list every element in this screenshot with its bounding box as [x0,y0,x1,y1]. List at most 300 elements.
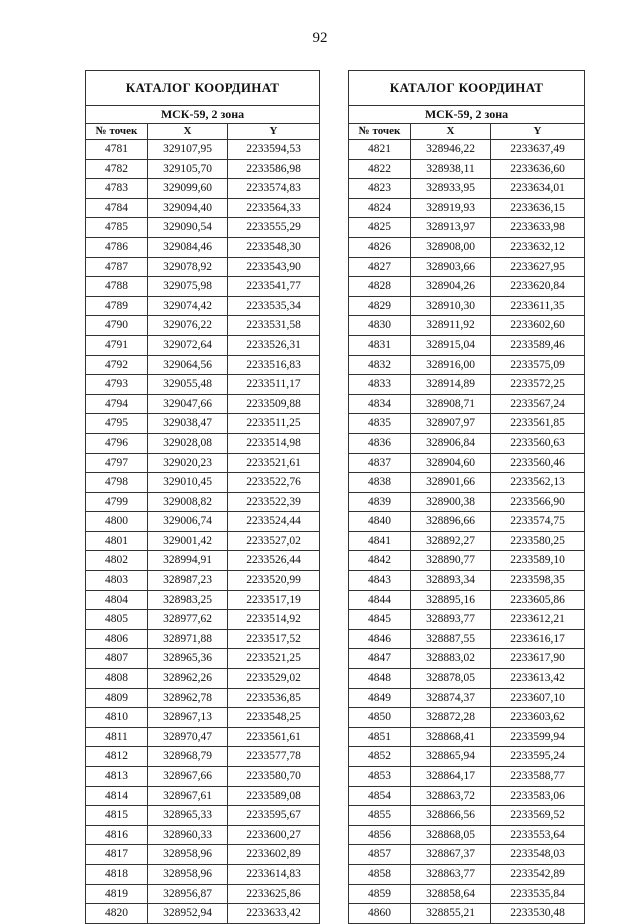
table-row [349,531,585,551]
x-coordinate-cell: 328919,93 [411,198,491,218]
x-coordinate-cell: 328872,28 [411,708,491,728]
catalog-title: КАТАЛОГ КООРДИНАТ [86,71,320,106]
y-coordinate-cell: 2233553,64 [491,825,585,845]
table-row [349,688,585,708]
table-row [86,571,320,591]
y-coordinate-cell: 2233514,92 [228,610,320,630]
point-number-cell: 4858 [349,864,411,884]
y-coordinate-cell: 2233511,17 [228,375,320,395]
point-number-cell: 4848 [349,669,411,689]
y-coordinate-cell: 2233586,98 [228,159,320,179]
y-coordinate-cell: 2233555,29 [228,218,320,238]
x-coordinate-cell: 329047,66 [148,394,228,414]
column-header-y: Y [491,124,585,140]
coordinate-catalog-left [85,70,320,924]
point-number-cell: 4839 [349,492,411,512]
point-number-cell: 4822 [349,159,411,179]
table-row [349,257,585,277]
x-coordinate-cell: 328994,91 [148,551,228,571]
table-row [86,394,320,414]
x-coordinate-cell: 328903,66 [411,257,491,277]
x-coordinate-cell: 329105,70 [148,159,228,179]
table-row [349,825,585,845]
x-coordinate-cell: 328868,41 [411,727,491,747]
point-number-cell: 4854 [349,786,411,806]
y-coordinate-cell: 2233535,34 [228,296,320,316]
point-number-cell: 4810 [86,708,148,728]
point-number-cell: 4781 [86,140,148,160]
x-coordinate-cell: 328904,60 [411,453,491,473]
x-coordinate-cell: 328858,64 [411,884,491,904]
x-coordinate-cell: 328908,71 [411,394,491,414]
coordinate-zone: МСК-59, 2 зона [349,106,585,124]
y-coordinate-cell: 2233614,83 [228,864,320,884]
x-coordinate-cell: 328910,30 [411,296,491,316]
table-row [349,433,585,453]
x-coordinate-cell: 329038,47 [148,414,228,434]
point-number-cell: 4838 [349,473,411,493]
y-coordinate-cell: 2233561,61 [228,727,320,747]
y-coordinate-cell: 2233575,09 [491,355,585,375]
table-row [86,669,320,689]
column-header-y: Y [228,124,320,140]
point-number-cell: 4845 [349,610,411,630]
table-row [86,845,320,865]
y-coordinate-cell: 2233522,39 [228,492,320,512]
x-coordinate-cell: 328867,37 [411,845,491,865]
y-coordinate-cell: 2233602,60 [491,316,585,336]
point-number-cell: 4789 [86,296,148,316]
y-coordinate-cell: 2233541,77 [228,277,320,297]
y-coordinate-cell: 2233577,78 [228,747,320,767]
point-number-cell: 4797 [86,453,148,473]
table-row [86,806,320,826]
x-coordinate-cell: 329094,40 [148,198,228,218]
table-row [86,767,320,787]
table-row [349,198,585,218]
x-coordinate-cell: 329028,08 [148,433,228,453]
point-number-cell: 4837 [349,453,411,473]
coordinate-catalog-right [348,70,585,924]
y-coordinate-cell: 2233574,75 [491,512,585,532]
x-coordinate-cell: 328970,47 [148,727,228,747]
x-coordinate-cell: 329099,60 [148,179,228,199]
point-number-cell: 4818 [86,864,148,884]
point-number-cell: 4827 [349,257,411,277]
point-number-cell: 4800 [86,512,148,532]
point-number-cell: 4784 [86,198,148,218]
table-row [86,237,320,257]
point-number-cell: 4791 [86,335,148,355]
point-number-cell: 4849 [349,688,411,708]
point-number-cell: 4844 [349,590,411,610]
table-row [86,531,320,551]
table-row [86,610,320,630]
table-row [86,140,320,160]
table-row [349,864,585,884]
point-number-cell: 4825 [349,218,411,238]
point-number-cell: 4853 [349,767,411,787]
y-coordinate-cell: 2233509,88 [228,394,320,414]
point-number-cell: 4809 [86,688,148,708]
table-row [86,512,320,532]
table-row [86,747,320,767]
x-coordinate-cell: 329020,23 [148,453,228,473]
y-coordinate-cell: 2233620,84 [491,277,585,297]
y-coordinate-cell: 2233560,63 [491,433,585,453]
y-coordinate-cell: 2233560,46 [491,453,585,473]
x-coordinate-cell: 329107,95 [148,140,228,160]
y-coordinate-cell: 2233561,85 [491,414,585,434]
x-coordinate-cell: 328893,77 [411,610,491,630]
table-row [86,688,320,708]
y-coordinate-cell: 2233636,15 [491,198,585,218]
y-coordinate-cell: 2233636,60 [491,159,585,179]
table-row [86,904,320,924]
x-coordinate-cell: 328971,88 [148,629,228,649]
y-coordinate-cell: 2233517,19 [228,590,320,610]
x-coordinate-cell: 328864,17 [411,767,491,787]
x-coordinate-cell: 328960,33 [148,825,228,845]
table-row [86,296,320,316]
table-row [86,159,320,179]
x-coordinate-cell: 328933,95 [411,179,491,199]
table-row [349,845,585,865]
table-row [349,669,585,689]
x-coordinate-cell: 328893,34 [411,571,491,591]
point-number-cell: 4834 [349,394,411,414]
table-row [349,335,585,355]
x-coordinate-cell: 328965,33 [148,806,228,826]
point-number-cell: 4787 [86,257,148,277]
table-row [349,492,585,512]
point-number-cell: 4795 [86,414,148,434]
x-coordinate-cell: 329008,82 [148,492,228,512]
table-row [349,904,585,924]
table-row [86,433,320,453]
table-row [349,786,585,806]
point-number-cell: 4816 [86,825,148,845]
y-coordinate-cell: 2233595,67 [228,806,320,826]
table-row [349,316,585,336]
table-row [349,708,585,728]
x-coordinate-cell: 328987,23 [148,571,228,591]
table-row [86,649,320,669]
table-row [349,649,585,669]
point-number-cell: 4851 [349,727,411,747]
table-row [349,237,585,257]
y-coordinate-cell: 2233603,62 [491,708,585,728]
point-number-cell: 4793 [86,375,148,395]
page-number: 92 [312,30,328,46]
y-coordinate-cell: 2233521,61 [228,453,320,473]
point-number-cell: 4829 [349,296,411,316]
x-coordinate-cell: 328895,16 [411,590,491,610]
point-number-cell: 4832 [349,355,411,375]
x-coordinate-cell: 329055,48 [148,375,228,395]
x-coordinate-cell: 328907,97 [411,414,491,434]
y-coordinate-cell: 2233602,89 [228,845,320,865]
point-number-cell: 4794 [86,394,148,414]
y-coordinate-cell: 2233569,52 [491,806,585,826]
y-coordinate-cell: 2233517,52 [228,629,320,649]
x-coordinate-cell: 329078,92 [148,257,228,277]
table-row [86,277,320,297]
y-coordinate-cell: 2233580,25 [491,531,585,551]
table-row [86,786,320,806]
y-coordinate-cell: 2233548,25 [228,708,320,728]
point-number-cell: 4826 [349,237,411,257]
x-coordinate-cell: 328946,22 [411,140,491,160]
y-coordinate-cell: 2233616,17 [491,629,585,649]
table-row [349,806,585,826]
x-coordinate-cell: 328863,77 [411,864,491,884]
x-coordinate-cell: 328958,96 [148,864,228,884]
point-number-cell: 4782 [86,159,148,179]
x-coordinate-cell: 328863,72 [411,786,491,806]
point-number-cell: 4828 [349,277,411,297]
y-coordinate-cell: 2233572,25 [491,375,585,395]
table-row [86,551,320,571]
point-number-cell: 4846 [349,629,411,649]
y-coordinate-cell: 2233567,24 [491,394,585,414]
table-row [349,453,585,473]
point-number-cell: 4803 [86,571,148,591]
x-coordinate-cell: 329084,46 [148,237,228,257]
table-row [86,492,320,512]
table-row [86,414,320,434]
table-row [86,218,320,238]
y-coordinate-cell: 2233543,90 [228,257,320,277]
y-coordinate-cell: 2233531,58 [228,316,320,336]
point-number-cell: 4805 [86,610,148,630]
point-number-cell: 4819 [86,884,148,904]
table-row [349,590,585,610]
point-number-cell: 4815 [86,806,148,826]
y-coordinate-cell: 2233527,02 [228,531,320,551]
table-row [86,453,320,473]
x-coordinate-cell: 328956,87 [148,884,228,904]
point-number-cell: 4817 [86,845,148,865]
x-coordinate-cell: 329010,45 [148,473,228,493]
x-coordinate-cell: 328890,77 [411,551,491,571]
y-coordinate-cell: 2233634,01 [491,179,585,199]
table-row [86,198,320,218]
y-coordinate-cell: 2233529,02 [228,669,320,689]
x-coordinate-cell: 328967,61 [148,786,228,806]
y-coordinate-cell: 2233611,35 [491,296,585,316]
point-number-cell: 4852 [349,747,411,767]
table-row [349,140,585,160]
table-row [86,335,320,355]
point-number-cell: 4842 [349,551,411,571]
x-coordinate-cell: 328914,89 [411,375,491,395]
x-coordinate-cell: 328967,13 [148,708,228,728]
point-number-cell: 4841 [349,531,411,551]
y-coordinate-cell: 2233526,44 [228,551,320,571]
x-coordinate-cell: 328952,94 [148,904,228,924]
y-coordinate-cell: 2233511,25 [228,414,320,434]
point-number-cell: 4804 [86,590,148,610]
point-number-cell: 4788 [86,277,148,297]
y-coordinate-cell: 2233589,46 [491,335,585,355]
table-row [86,864,320,884]
x-coordinate-cell: 328865,94 [411,747,491,767]
y-coordinate-cell: 2233562,13 [491,473,585,493]
point-number-cell: 4783 [86,179,148,199]
y-coordinate-cell: 2233516,83 [228,355,320,375]
point-number-cell: 4785 [86,218,148,238]
catalog-title: КАТАЛОГ КООРДИНАТ [349,71,585,106]
point-number-cell: 4855 [349,806,411,826]
point-number-cell: 4813 [86,767,148,787]
point-number-cell: 4790 [86,316,148,336]
point-number-cell: 4820 [86,904,148,924]
point-number-cell: 4808 [86,669,148,689]
table-row [86,375,320,395]
x-coordinate-cell: 329076,22 [148,316,228,336]
x-coordinate-cell: 328868,05 [411,825,491,845]
table-row [349,551,585,571]
point-number-cell: 4792 [86,355,148,375]
y-coordinate-cell: 2233625,86 [228,884,320,904]
y-coordinate-cell: 2233530,48 [491,904,585,924]
y-coordinate-cell: 2233594,53 [228,140,320,160]
y-coordinate-cell: 2233583,06 [491,786,585,806]
x-coordinate-cell: 328904,26 [411,277,491,297]
x-coordinate-cell: 329075,98 [148,277,228,297]
y-coordinate-cell: 2233589,10 [491,551,585,571]
x-coordinate-cell: 328911,92 [411,316,491,336]
table-row [349,767,585,787]
x-coordinate-cell: 328896,66 [411,512,491,532]
y-coordinate-cell: 2233617,90 [491,649,585,669]
column-header-point: № точек [349,124,411,140]
y-coordinate-cell: 2233526,31 [228,335,320,355]
x-coordinate-cell: 328915,04 [411,335,491,355]
y-coordinate-cell: 2233535,84 [491,884,585,904]
point-number-cell: 4801 [86,531,148,551]
x-coordinate-cell: 328855,21 [411,904,491,924]
x-coordinate-cell: 328965,36 [148,649,228,669]
x-coordinate-cell: 328908,00 [411,237,491,257]
point-number-cell: 4856 [349,825,411,845]
table-row [349,375,585,395]
y-coordinate-cell: 2233598,35 [491,571,585,591]
x-coordinate-cell: 329074,42 [148,296,228,316]
x-coordinate-cell: 329090,54 [148,218,228,238]
x-coordinate-cell: 328878,05 [411,669,491,689]
point-number-cell: 4798 [86,473,148,493]
table-row [86,727,320,747]
table-row [349,629,585,649]
table-row [349,218,585,238]
table-row [349,414,585,434]
point-number-cell: 4857 [349,845,411,865]
point-number-cell: 4821 [349,140,411,160]
table-row [349,296,585,316]
point-number-cell: 4823 [349,179,411,199]
table-row [349,610,585,630]
point-number-cell: 4843 [349,571,411,591]
x-coordinate-cell: 328900,38 [411,492,491,512]
y-coordinate-cell: 2233548,03 [491,845,585,865]
point-number-cell: 4806 [86,629,148,649]
table-row [349,473,585,493]
point-number-cell: 4814 [86,786,148,806]
x-coordinate-cell: 328962,26 [148,669,228,689]
y-coordinate-cell: 2233633,42 [228,904,320,924]
table-row [349,884,585,904]
point-number-cell: 4796 [86,433,148,453]
column-header-x: X [411,124,491,140]
y-coordinate-cell: 2233627,95 [491,257,585,277]
y-coordinate-cell: 2233522,76 [228,473,320,493]
y-coordinate-cell: 2233637,49 [491,140,585,160]
x-coordinate-cell: 328874,37 [411,688,491,708]
y-coordinate-cell: 2233605,86 [491,590,585,610]
x-coordinate-cell: 328977,62 [148,610,228,630]
table-row [86,629,320,649]
x-coordinate-cell: 328906,84 [411,433,491,453]
table-row [86,590,320,610]
x-coordinate-cell: 328916,00 [411,355,491,375]
table-row [349,747,585,767]
x-coordinate-cell: 329006,74 [148,512,228,532]
y-coordinate-cell: 2233520,99 [228,571,320,591]
y-coordinate-cell: 2233607,10 [491,688,585,708]
y-coordinate-cell: 2233633,98 [491,218,585,238]
column-header-point: № точек [86,124,148,140]
table-row [86,473,320,493]
y-coordinate-cell: 2233588,77 [491,767,585,787]
y-coordinate-cell: 2233542,89 [491,864,585,884]
x-coordinate-cell: 328892,27 [411,531,491,551]
table-row [349,512,585,532]
column-header-x: X [148,124,228,140]
point-number-cell: 4836 [349,433,411,453]
y-coordinate-cell: 2233595,24 [491,747,585,767]
table-row [349,571,585,591]
x-coordinate-cell: 328983,25 [148,590,228,610]
y-coordinate-cell: 2233599,94 [491,727,585,747]
x-coordinate-cell: 328967,66 [148,767,228,787]
point-number-cell: 4802 [86,551,148,571]
point-number-cell: 4847 [349,649,411,669]
x-coordinate-cell: 328962,78 [148,688,228,708]
table-row [349,394,585,414]
y-coordinate-cell: 2233632,12 [491,237,585,257]
x-coordinate-cell: 328968,79 [148,747,228,767]
y-coordinate-cell: 2233564,33 [228,198,320,218]
y-coordinate-cell: 2233524,44 [228,512,320,532]
point-number-cell: 4786 [86,237,148,257]
point-number-cell: 4835 [349,414,411,434]
x-coordinate-cell: 328887,55 [411,629,491,649]
y-coordinate-cell: 2233566,90 [491,492,585,512]
x-coordinate-cell: 328958,96 [148,845,228,865]
x-coordinate-cell: 328913,97 [411,218,491,238]
y-coordinate-cell: 2233612,21 [491,610,585,630]
point-number-cell: 4831 [349,335,411,355]
table-row [349,159,585,179]
point-number-cell: 4812 [86,747,148,767]
x-coordinate-cell: 328938,11 [411,159,491,179]
y-coordinate-cell: 2233536,85 [228,688,320,708]
point-number-cell: 4799 [86,492,148,512]
point-number-cell: 4860 [349,904,411,924]
y-coordinate-cell: 2233574,83 [228,179,320,199]
